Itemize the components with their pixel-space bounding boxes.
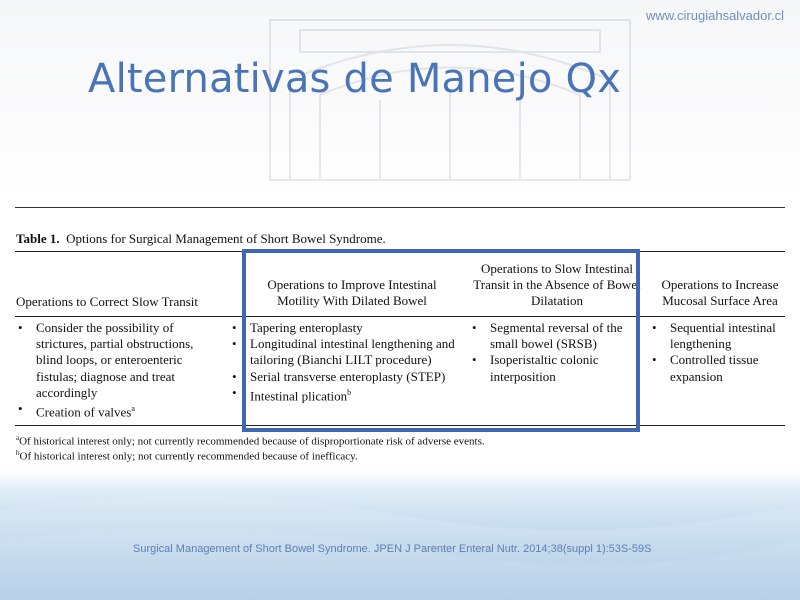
site-url: www.cirugiahsalvador.cl	[645, 8, 784, 23]
table-top-rule	[15, 207, 785, 208]
slide-title: Alternativas de Manejo Qx	[88, 56, 622, 102]
table-caption-text: Options for Surgical Management of Short Bowel Syndrome.	[66, 231, 386, 246]
footnote-b: $^b$Of historical interest only; not currently recommended because of inefficacy.	[16, 449, 358, 463]
list-item: • Segmental reversal of the small bowel (SRSB)	[470, 320, 635, 352]
footnote-a: $^a$Of historical interest only; not currently recommended because of disproportionate risk of adverse events.	[16, 434, 485, 448]
list-item: • Creation of valves$^a$	[16, 401, 221, 421]
citation: Surgical Management of Short Bowel Syndrome. JPEN J Parenter Enteral Nutr. 2014;38(suppl 1):53S-59S	[133, 543, 652, 555]
list-item: • Serial transverse enteroplasty (STEP)	[230, 369, 472, 385]
column-header-slow-intestinal-transit: Operations to Slow Intestinal Transit in the Absence of Bowel Dilatation	[473, 261, 641, 308]
column-list-mucosal-surface	[650, 320, 795, 385]
list-item: • Tapering enteroplasty	[230, 320, 472, 336]
column-header-mucosal-surface: Operations to Increase Mucosal Surface Area	[661, 277, 779, 308]
list-item: • Intestinal plication$^b$	[230, 385, 472, 405]
column-header-slow-transit: Operations to Correct Slow Transit	[16, 294, 198, 309]
list-item: • Sequential intestinal lengthening	[650, 320, 795, 352]
footer-band	[0, 470, 800, 600]
table-caption	[16, 231, 386, 247]
list-item: • Consider the possibility of strictures, partial obstructions, blind loops, or enteroenteric fistulas; diagnose and treat accordingly	[16, 320, 221, 401]
footer-wave-decoration	[0, 470, 800, 600]
column-list-slow-transit	[16, 320, 221, 421]
highlight-box	[242, 249, 640, 432]
list-item: • Controlled tissue expansion	[650, 352, 795, 384]
list-item: • Isoperistaltic colonic interposition	[470, 352, 635, 384]
table-caption-label: Table 1.	[16, 231, 60, 246]
list-item: • Longitudinal intestinal lengthening and tailoring (Bianchi LILT procedure)	[230, 336, 472, 368]
column-header-improve-motility: Operations to Improve Intestinal Motility With Dilated Bowel	[267, 277, 437, 308]
